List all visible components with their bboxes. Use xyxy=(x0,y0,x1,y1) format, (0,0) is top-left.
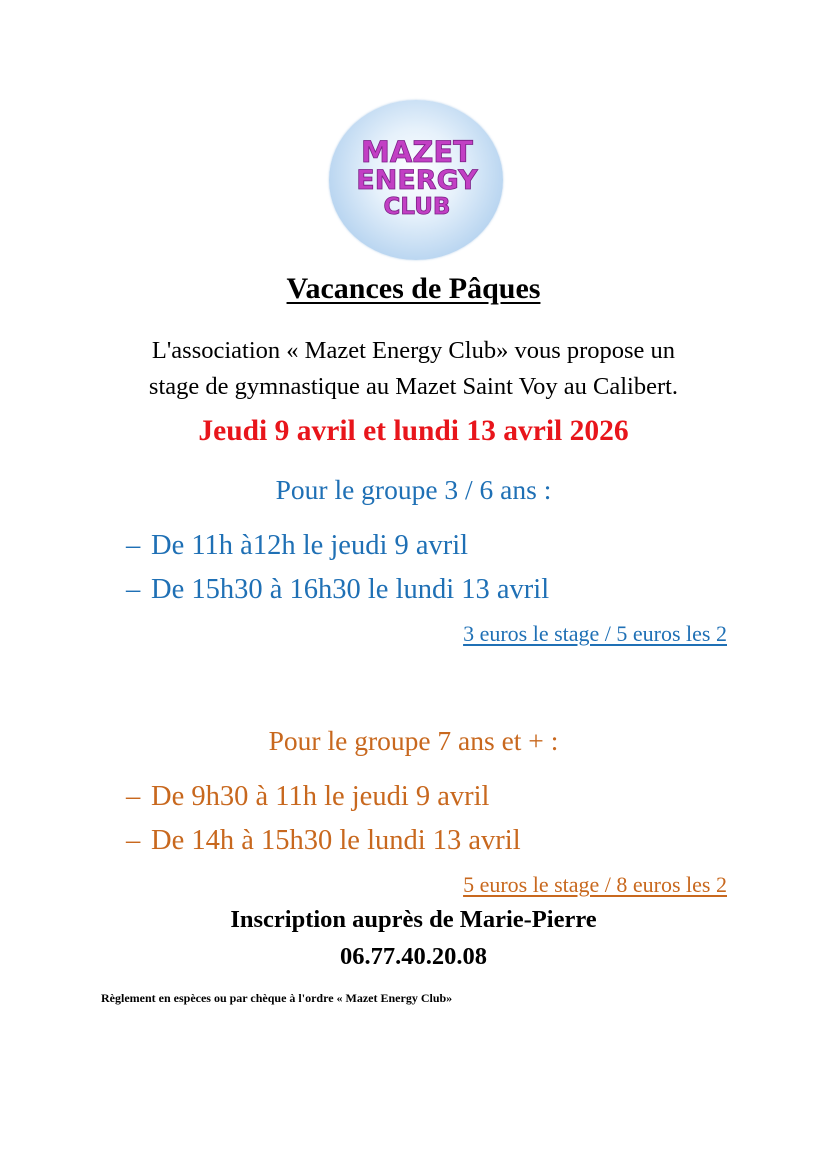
event-dates: Jeudi 9 avril et lundi 13 avril 2026 xyxy=(198,415,629,447)
group2-item-1-text: De 9h30 à 11h le jeudi 9 avril xyxy=(151,781,490,812)
group1-heading: Pour le groupe 3 / 6 ans : xyxy=(275,474,552,505)
group2-price: 5 euros le stage / 8 euros les 2 xyxy=(463,872,727,897)
bullet-dash: – xyxy=(126,574,141,605)
group1-item-1 xyxy=(126,530,468,562)
logo-line-2: ENERGY xyxy=(356,165,478,196)
mazet-energy-club-logo xyxy=(329,100,503,260)
group1-item-2-text: De 15h30 à 16h30 le lundi 13 avril xyxy=(151,574,550,605)
contact-phone: 06.77.40.20.08 xyxy=(340,943,487,970)
logo-line-1: MAZET xyxy=(361,135,473,169)
registration-contact: Inscription auprès de Marie-Pierre xyxy=(230,906,597,933)
group2-heading: Pour le groupe 7 ans et + : xyxy=(268,725,559,756)
logo-graphic xyxy=(329,100,503,260)
logo-line-3: CLUB xyxy=(383,194,451,220)
bullet-dash: – xyxy=(126,530,141,561)
group1-item-2 xyxy=(126,574,549,606)
intro-line-1: L'association « Mazet Energy Club» vous propose un xyxy=(151,337,676,364)
group1-price: 3 euros le stage / 5 euros les 2 xyxy=(463,621,727,646)
group2-item-1 xyxy=(126,781,489,813)
bullet-dash: – xyxy=(126,781,141,812)
payment-footnote: Règlement en espèces ou par chèque à l'ordre « Mazet Energy Club» xyxy=(101,991,453,1005)
bullet-dash: – xyxy=(126,825,141,856)
intro-line-2: stage de gymnastique au Mazet Saint Voy au Calibert. xyxy=(148,373,679,400)
group1-item-1-text: De 11h à12h le jeudi 9 avril xyxy=(151,530,469,561)
page-title: Vacances de Pâques xyxy=(286,272,541,305)
group2-item-2-text: De 14h à 15h30 le lundi 13 avril xyxy=(151,825,521,856)
intro-paragraph xyxy=(0,333,827,405)
group2-item-2 xyxy=(126,825,521,857)
